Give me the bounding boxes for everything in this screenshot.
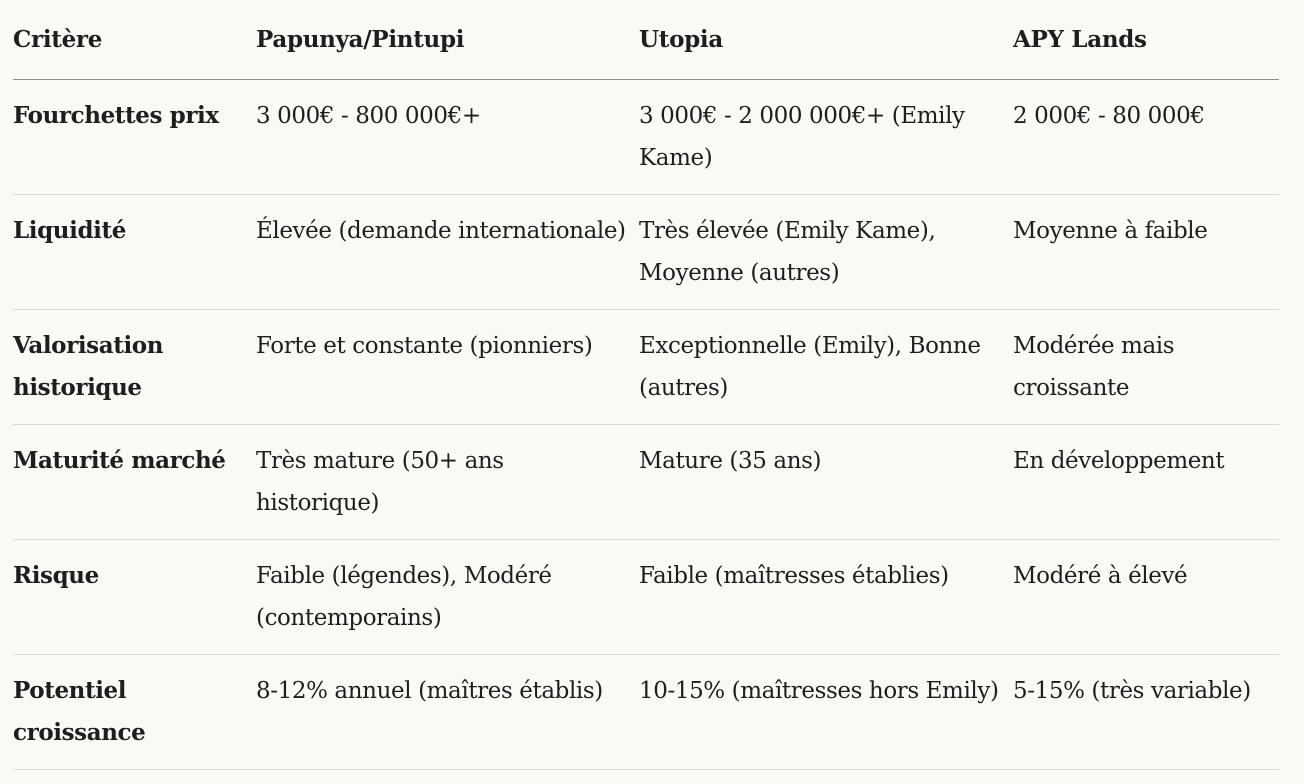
row-criterion: Fourchettes prix xyxy=(13,80,256,195)
cell-utopia: Exceptionnelle (Emily), Bonne (autres) xyxy=(639,310,1013,425)
table-row xyxy=(13,195,1279,310)
comparison-table xyxy=(13,0,1279,770)
cell-apy-lands: En développement xyxy=(1013,425,1279,540)
cell-papunya-pintupi: Forte et constante (pionniers) xyxy=(256,310,639,425)
table-row xyxy=(13,310,1279,425)
cell-papunya-pintupi: 3 000€ - 800 000€+ xyxy=(256,80,639,195)
cell-papunya-pintupi: Élevée (demande internationale) xyxy=(256,195,639,310)
cell-utopia: Très élevée (Emily Kame), Moyenne (autres) xyxy=(639,195,1013,310)
cell-utopia: Faible (maîtresses établies) xyxy=(639,540,1013,655)
row-criterion: Risque xyxy=(13,540,256,655)
cell-utopia: Mature (35 ans) xyxy=(639,425,1013,540)
comparison-table-container xyxy=(13,0,1279,770)
cell-apy-lands: 2 000€ - 80 000€ xyxy=(1013,80,1279,195)
table-row xyxy=(13,80,1279,195)
header-papunya-pintupi: Papunya/Pintupi xyxy=(256,0,639,80)
cell-apy-lands: Moyenne à faible xyxy=(1013,195,1279,310)
row-criterion: Maturité marché xyxy=(13,425,256,540)
header-apy-lands: APY Lands xyxy=(1013,0,1279,80)
row-criterion: Valorisation historique xyxy=(13,310,256,425)
cell-apy-lands: Modérée mais croissante xyxy=(1013,310,1279,425)
cell-apy-lands: Modéré à élevé xyxy=(1013,540,1279,655)
cell-papunya-pintupi: 8-12% annuel (maîtres établis) xyxy=(256,655,639,770)
table-row xyxy=(13,655,1279,770)
cell-papunya-pintupi: Très mature (50+ ans historique) xyxy=(256,425,639,540)
table-row xyxy=(13,425,1279,540)
cell-papunya-pintupi: Faible (légendes), Modéré (contemporains) xyxy=(256,540,639,655)
table-header-row xyxy=(13,0,1279,80)
cell-apy-lands: 5-15% (très variable) xyxy=(1013,655,1279,770)
row-criterion: Liquidité xyxy=(13,195,256,310)
cell-utopia: 3 000€ - 2 000 000€+ (Emily Kame) xyxy=(639,80,1013,195)
header-utopia: Utopia xyxy=(639,0,1013,80)
row-criterion: Potentiel croissance xyxy=(13,655,256,770)
header-criterion: Critère xyxy=(13,0,256,80)
table-row xyxy=(13,540,1279,655)
cell-utopia: 10-15% (maîtresses hors Emily) xyxy=(639,655,1013,770)
